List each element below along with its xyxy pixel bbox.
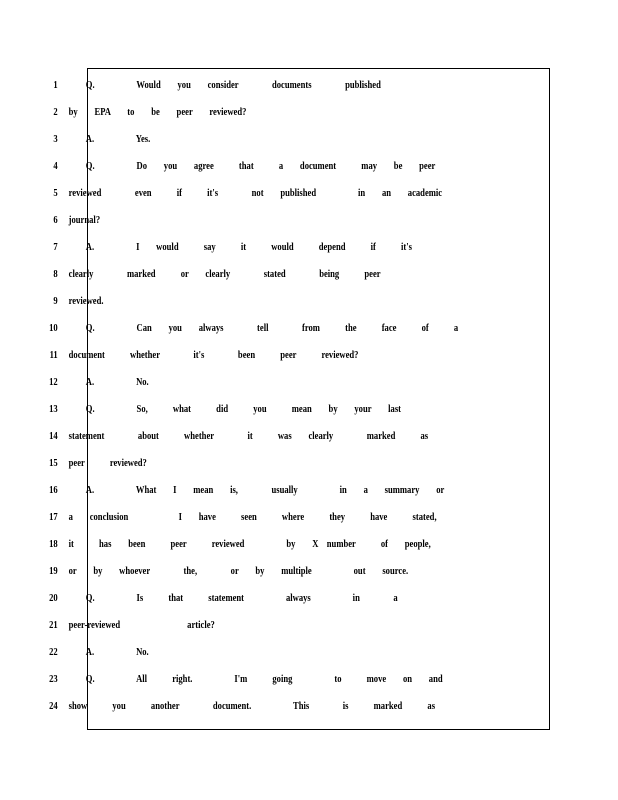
line-text: Q. Would you consider documents published bbox=[85, 79, 381, 91]
line-text: reviewed. bbox=[68, 295, 104, 307]
transcript-line bbox=[0, 531, 482, 558]
line-number: 8 bbox=[53, 268, 58, 280]
line-text: Q. Is that statement always in a bbox=[85, 592, 398, 604]
line-text: Q. Can you always tell from the face of a bbox=[85, 322, 459, 334]
line-text: a conclusion I have seen where they have stated, bbox=[68, 511, 437, 523]
line-number: 15 bbox=[49, 457, 58, 469]
transcript-line bbox=[0, 342, 482, 369]
line-number: 22 bbox=[49, 646, 58, 658]
line-text: or by whoever the, or by multiple out source. bbox=[68, 565, 409, 577]
line-number: 7 bbox=[53, 241, 58, 253]
transcript-line bbox=[0, 693, 482, 720]
transcript-line bbox=[0, 666, 482, 693]
line-number: 2 bbox=[53, 106, 58, 118]
transcript-line bbox=[0, 423, 482, 450]
line-number: 14 bbox=[49, 430, 58, 442]
line-text: A. Yes. bbox=[85, 133, 151, 145]
line-text: journal? bbox=[68, 214, 101, 226]
transcript-line bbox=[0, 261, 482, 288]
transcript-line bbox=[0, 450, 482, 477]
transcript-line bbox=[0, 612, 482, 639]
line-text: A. No. bbox=[85, 376, 149, 388]
line-number: 17 bbox=[49, 511, 58, 523]
line-number: 12 bbox=[49, 376, 58, 388]
transcript-line bbox=[0, 99, 482, 126]
transcript-line bbox=[0, 504, 482, 531]
line-text: Q. So, what did you mean by your last bbox=[85, 403, 402, 415]
line-number: 20 bbox=[49, 592, 58, 604]
transcript-line bbox=[0, 477, 482, 504]
line-text: statement about whether it was clearly marked as bbox=[68, 430, 429, 442]
transcript-line bbox=[0, 396, 482, 423]
line-text: by EPA to be peer reviewed? bbox=[68, 106, 247, 118]
line-number: 11 bbox=[49, 349, 58, 361]
transcript-line bbox=[0, 180, 482, 207]
line-text: reviewed even if it's not published in an academic bbox=[68, 187, 443, 199]
line-number: 9 bbox=[53, 295, 58, 307]
line-text: A. I would say it would depend if it's bbox=[85, 241, 413, 253]
transcript-line bbox=[0, 234, 482, 261]
line-number: 6 bbox=[53, 214, 58, 226]
transcript-line bbox=[0, 369, 482, 396]
line-number: 16 bbox=[49, 484, 58, 496]
transcript-line bbox=[0, 207, 482, 234]
line-text: it has been peer reviewed by X number of people, bbox=[68, 538, 431, 550]
transcript-line bbox=[0, 315, 482, 342]
line-text: peer-reviewed article? bbox=[68, 619, 215, 631]
line-number: 21 bbox=[49, 619, 58, 631]
line-number: 18 bbox=[49, 538, 58, 550]
line-text: peer reviewed? bbox=[68, 457, 147, 469]
line-number: 4 bbox=[53, 160, 58, 172]
line-text: A. No. bbox=[85, 646, 149, 658]
line-text: A. What I mean is, usually in a summary or bbox=[85, 484, 445, 496]
transcript-line bbox=[0, 153, 482, 180]
transcript-line bbox=[0, 639, 482, 666]
transcript-line bbox=[0, 558, 482, 585]
line-number: 23 bbox=[49, 673, 58, 685]
line-text: show you another document. This is marked as bbox=[68, 700, 436, 712]
line-text: clearly marked or clearly stated being peer bbox=[68, 268, 381, 280]
line-text: Q. All right. I'm going to move on and bbox=[85, 673, 443, 685]
line-number: 5 bbox=[53, 187, 58, 199]
line-number: 10 bbox=[49, 322, 58, 334]
transcript-line bbox=[0, 126, 482, 153]
line-number: 1 bbox=[53, 79, 58, 91]
line-text: document whether it's been peer reviewed? bbox=[68, 349, 359, 361]
line-number: 19 bbox=[49, 565, 58, 577]
transcript-line bbox=[0, 288, 482, 315]
line-number: 3 bbox=[53, 133, 58, 145]
transcript-line bbox=[0, 585, 482, 612]
line-text: Q. Do you agree that a document may be peer bbox=[85, 160, 436, 172]
line-number: 13 bbox=[49, 403, 58, 415]
line-number: 24 bbox=[49, 700, 58, 712]
transcript-line bbox=[0, 72, 482, 99]
